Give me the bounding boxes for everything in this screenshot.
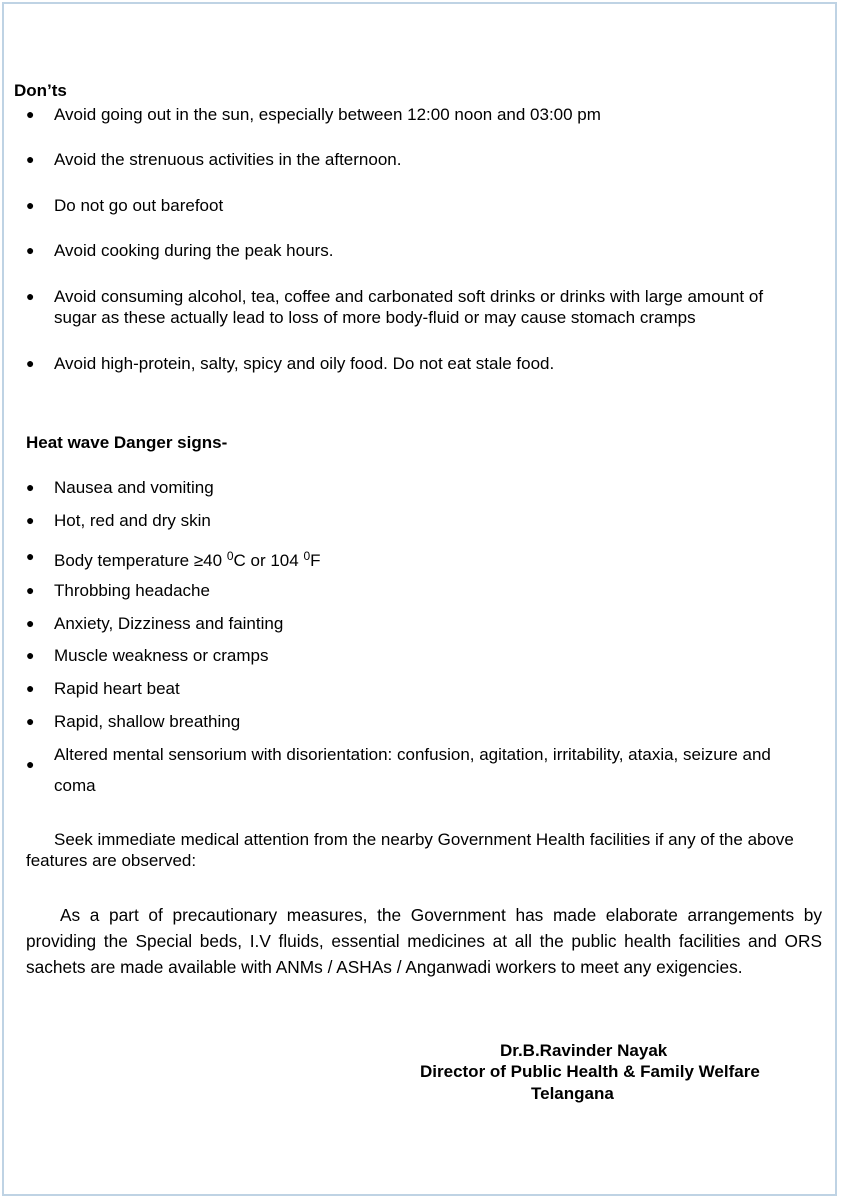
bullet-icon: ● (26, 288, 35, 304)
signatory-designation: Director of Public Health & Family Welfare (420, 1062, 760, 1081)
bullet-icon: ● (26, 151, 35, 167)
list-item: ● Nausea and vomiting (26, 478, 214, 497)
bullet-icon: ● (26, 582, 35, 598)
danger-signs-heading: Heat wave Danger signs- (26, 433, 228, 452)
bullet-icon: ● (26, 479, 35, 495)
bullet-icon: ● (26, 197, 35, 213)
bullet-icon: ● (26, 713, 35, 729)
list-item: ● Avoid high-protein, salty, spicy and oily food. Do not eat stale food. (26, 354, 555, 373)
list-item: ● Muscle weakness or cramps (26, 646, 269, 665)
list-item: ● Avoid going out in the sun, especially between 12:00 noon and 03:00 pm (26, 105, 601, 124)
list-item: ● Hot, red and dry skin (26, 511, 211, 530)
degree-superscript: 0 (226, 549, 234, 563)
bullet-icon: ● (26, 680, 35, 696)
bullet-icon: ● (26, 647, 35, 663)
body-temperature-item: ● Body temperature ≥40 $^0$C or 104 $^0$F (26, 548, 321, 570)
bullet-icon: ● (26, 548, 35, 564)
list-item: ● Do not go out barefoot (26, 196, 224, 215)
list-item: ● Avoid cooking during the peak hours. (26, 241, 334, 260)
list-item: ● Anxiety, Dizziness and fainting (26, 614, 284, 633)
seek-attention-paragraph: Seek immediate medical attention from the nearby Government Health facilities if any of the above features are observed: (26, 830, 794, 870)
list-item: ● Avoid the strenuous activities in the afternoon. (26, 150, 402, 169)
bullet-icon: ● (26, 756, 35, 772)
donts-heading: Don’ts (14, 81, 67, 100)
bullet-icon: ● (26, 615, 35, 631)
precautionary-paragraph: As a part of precautionary measures, the Government has made elaborate arrangements by providing the Special beds, I.V fluids, essential medicines at all the public health facilities and ORS sachets are made available with ANMs / ASHAs / Anganwadi workers to meet any exigencies. (26, 905, 822, 977)
list-item: ● Avoid consuming alcohol, tea, coffee and carbonated soft drinks or drinks with large amount of sugar as these actually lead to loss of more body-fluid or may cause stomach cramps (26, 287, 764, 327)
list-item: ● Rapid, shallow breathing (26, 712, 241, 731)
degree-superscript: 0 (303, 549, 311, 563)
signatory-state: Telangana (531, 1084, 614, 1103)
bullet-icon: ● (26, 512, 35, 528)
bullet-icon: ● (26, 355, 35, 371)
list-item: ● Throbbing headache (26, 581, 210, 600)
bullet-icon: ● (26, 242, 35, 258)
signatory-name: Dr.B.Ravinder Nayak (500, 1041, 668, 1060)
bullet-icon: ● (26, 106, 35, 122)
list-item: ● Altered mental sensorium with disorientation: confusion, agitation, irritability, ataxia, seizure and coma (26, 745, 771, 795)
list-item: ● Rapid heart beat (26, 679, 180, 698)
